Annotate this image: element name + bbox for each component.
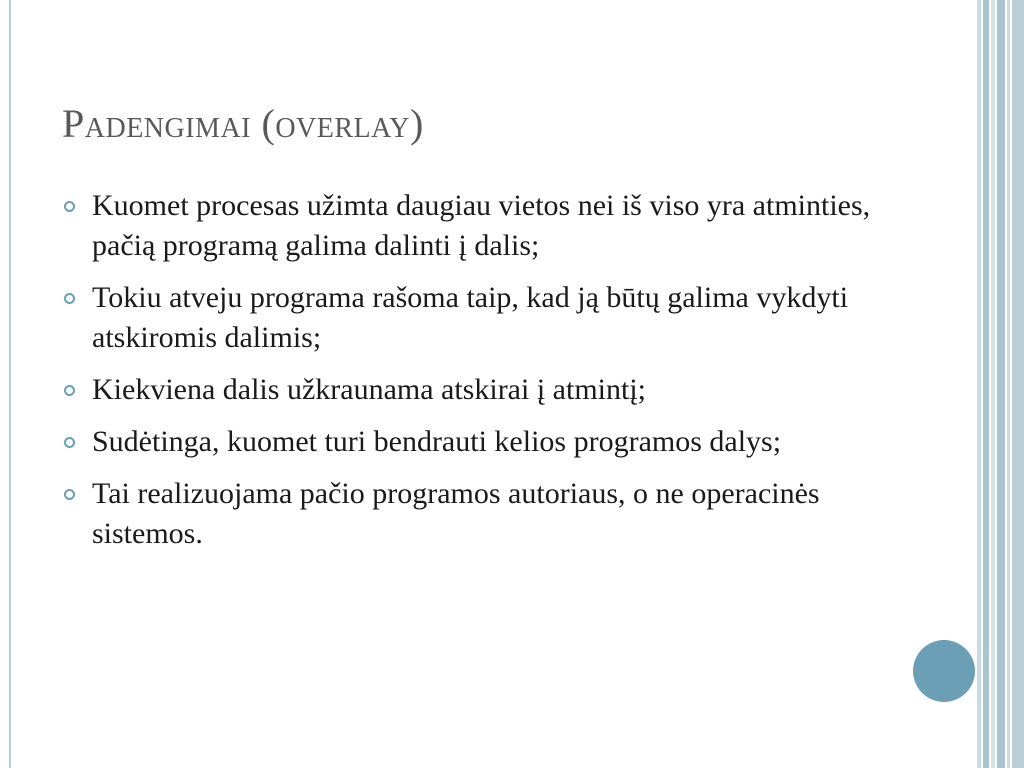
bullet-item xyxy=(62,474,892,554)
bullet-text: Kiekviena dalis užkraunama atskirai į atmintį; xyxy=(92,373,646,406)
bullet-list xyxy=(62,186,892,566)
bullet-text: Tai realizuojama pačio programos autoriaus, o ne operacinės sistemos. xyxy=(92,477,820,550)
bullet-ring-icon xyxy=(64,437,75,448)
right-border-stripe xyxy=(977,0,981,768)
bullet-ring-icon xyxy=(64,201,75,212)
right-border-stripe xyxy=(991,0,995,768)
right-border-stripe xyxy=(983,0,989,768)
slide-title: Padengimai (overlay) xyxy=(62,101,424,146)
bullet-item xyxy=(62,186,892,266)
right-border-stripe xyxy=(997,0,1005,768)
left-border-line xyxy=(9,0,11,768)
bullet-text: Kuomet procesas užimta daugiau vietos nei iš viso yra atminties, pačią programą galima dalinti į dalis; xyxy=(92,189,871,262)
right-border-stripe xyxy=(1007,0,1010,768)
bullet-ring-icon xyxy=(64,385,75,396)
bullet-ring-icon xyxy=(64,489,75,500)
circle-decoration xyxy=(913,640,975,702)
bullet-item xyxy=(62,278,892,358)
bullet-text: Tokiu atveju programa rašoma taip, kad ją būtų galima vykdyti atskiromis dalimis; xyxy=(92,281,849,354)
bullet-item xyxy=(62,370,892,410)
bullet-text: Sudėtinga, kuomet turi bendrauti kelios programos dalys; xyxy=(92,425,782,458)
right-border-stripe xyxy=(1012,0,1024,768)
bullet-item xyxy=(62,422,892,462)
bullet-ring-icon xyxy=(64,293,75,304)
